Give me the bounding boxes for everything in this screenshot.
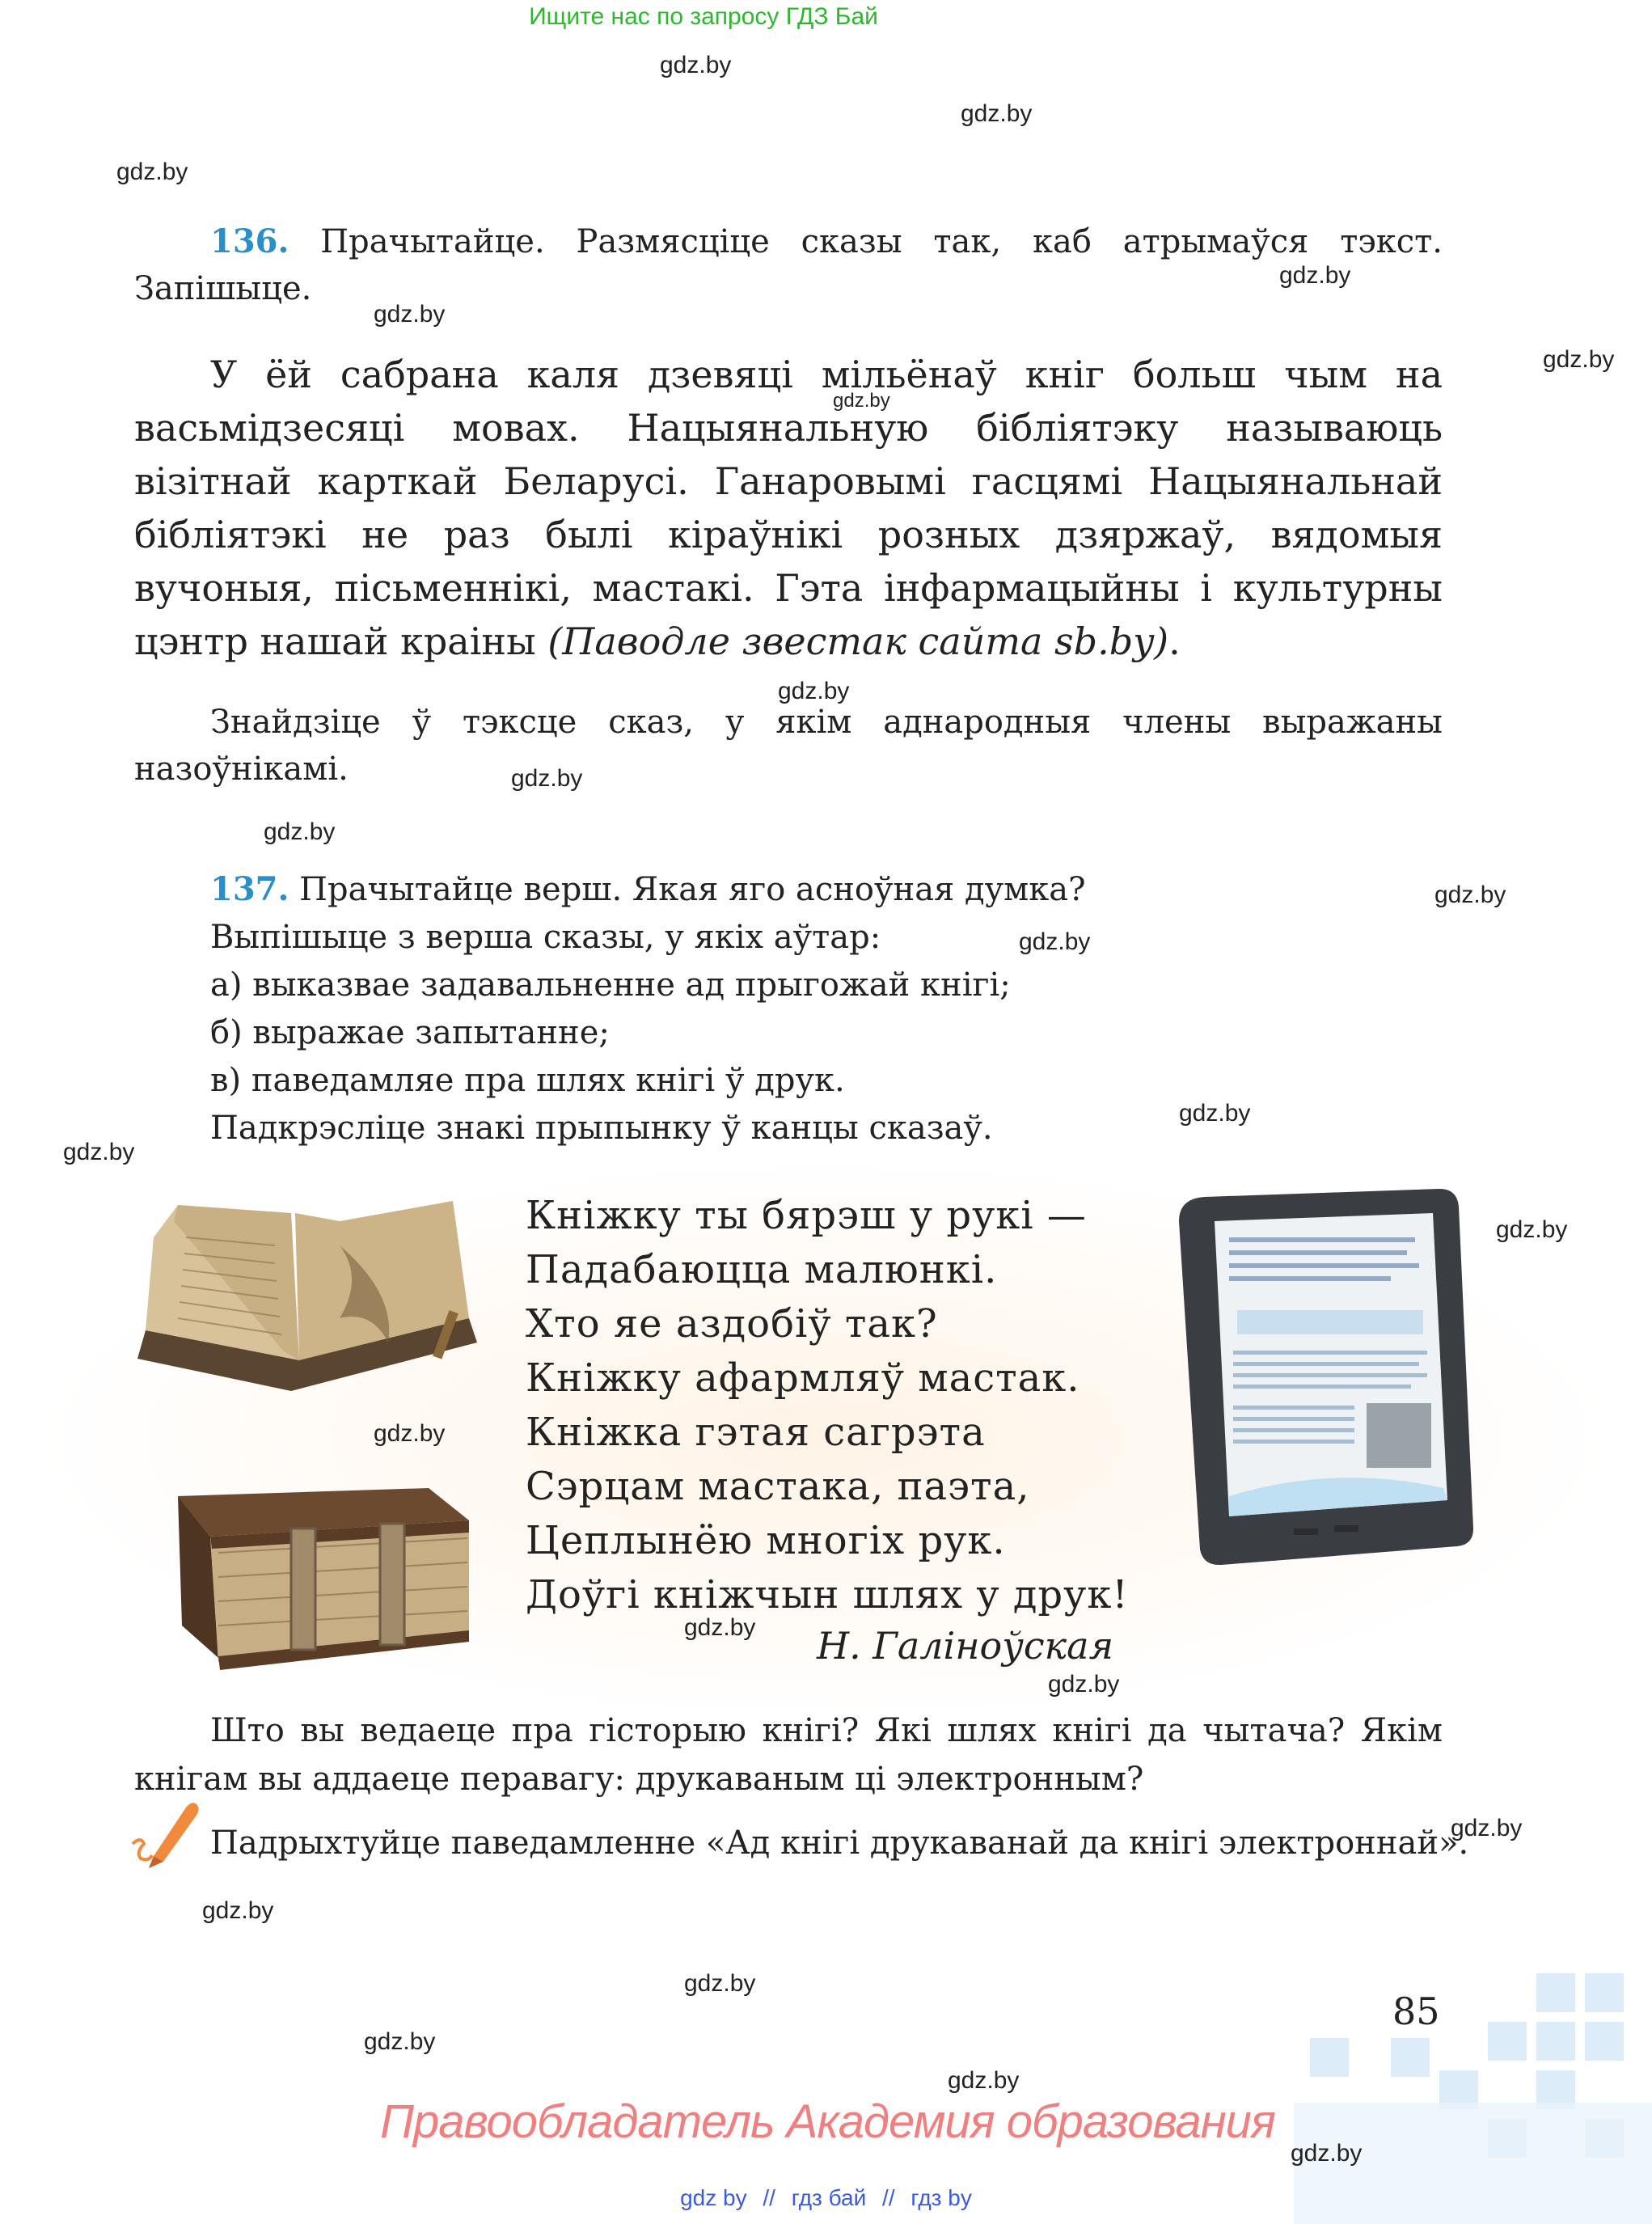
watermark: gdz.by [202,1897,274,1924]
footer-separator: // [882,2185,895,2210]
watermark: gdz.by [374,1420,446,1447]
task-137-instructions [210,865,1423,1152]
task-137-line: а) выказвае задавальненне ад прыгожай кнігі; [210,966,1011,1004]
watermark: gdz.by [1291,2140,1363,2167]
final-question-text: Што вы ведаеце пра гісторыю кнігі? Які шлях кнігі да чытача? Якім кнігам вы аддаеце перавагу: друкаваным ці электронным? [134,1712,1443,1798]
poem-line: Кніжку ты бярэш у рукі — [526,1193,1087,1238]
watermark: gdz.by [778,678,850,704]
footer-link[interactable]: гдз by [911,2185,972,2210]
final-question [134,1706,1443,1803]
watermark: gdz.by [1019,928,1091,955]
watermark: gdz.by [63,1139,135,1165]
passage-end: . [1168,619,1181,663]
watermark: gdz.by [684,1970,756,1997]
poem-line: Цеплынёю многіх рук. [526,1518,1006,1563]
poem-line: Падабаюцца малюнкі. [526,1247,998,1292]
task-137-line: б) выражае запытанне; [210,1014,610,1051]
task-136-text [134,348,1443,668]
watermark: gdz.by [1451,1815,1523,1841]
footer-link[interactable]: гдз бай [791,2185,867,2210]
rights-holder: Правообладатель Академия образования [380,2095,1275,2148]
task-137-line: в) паведамляе пра шлях кнігі ў друк. [210,1062,845,1099]
old-closed-book-image [162,1472,485,1682]
task-line-text: Прачытайце верш. Якая яго асноўная думка? [299,871,1086,908]
old-open-book-image [129,1189,485,1399]
passage-source: (Паводле звестак сайта sb.by) [547,619,1169,663]
task-137-line: Падкрэсліце знакі прыпынку ў канцы сказаў. [210,1110,993,1147]
footer-links [0,2185,1652,2211]
poem-author: Н. Галіноўская [817,1624,1114,1668]
poem-line: Хто яе аздобіў так? [526,1301,938,1347]
watermark: gdz.by [511,765,583,792]
watermark: gdz.by [948,2067,1020,2094]
watermark: gdz.by [1048,1671,1120,1698]
watermark: gdz.by [264,818,336,845]
poem-line: Доўгі кніжчын шлях у друк! [526,1572,1129,1617]
prepare-assignment: Падрыхтуйце паведамленне «Ад кнігі друкаванай да кнігі электроннай». [210,1824,1469,1862]
watermark: gdz.by [1279,262,1351,289]
watermark: gdz.by [1179,1100,1251,1127]
watermark: gdz.by [660,52,732,78]
watermark: gdz.by [961,100,1033,127]
task-137-line: Выпішыце з верша сказы, у якіх аўтар: [210,919,881,956]
footer-separator: // [763,2185,775,2210]
task-question-text: Знайдзіце ў тэксце сказ, у якім аднародныя члены выражаны назоўнікамі. [134,704,1443,788]
page-number: 85 [1392,1989,1440,2033]
watermark: gdz.by [833,390,890,412]
watermark: gdz.by [374,301,446,328]
poem-line: Кніжка гэтая сагрэта [526,1410,986,1455]
task-137-line [210,865,1423,914]
task-136-instruction [134,218,1443,312]
watermark: gdz.by [684,1614,756,1641]
task-number: 136. [210,222,289,260]
poem-line: Сэрцам мастака, паэта, [526,1464,1030,1509]
pen-icon [129,1795,202,1868]
watermark: gdz.by [116,159,188,185]
watermark: gdz.by [1434,882,1506,908]
watermark: gdz.by [364,2028,436,2055]
e-reader-image [1172,1189,1480,1569]
watermark: gdz.by [1496,1216,1568,1243]
passage-text: У ёй сабрана каля дзевяці мільёнаў кніг больш чым на васьмідзесяці мовах. Нацыянальную бібліятэку называюць візітнай карткай Беларусі. Ганаровымі гасцямі Нацыянальнай бібліятэкі не раз былі кіраўнікі розных дзяржаў, вядомыя вучоныя, пісьменнікі, мастакі. Гэта інфармацыйны і культурны цэнтр нашай краіны [134,353,1443,663]
search-note: Ищите нас по запросу ГДЗ Бай [529,3,878,30]
task-136-question [134,699,1443,793]
footer-link[interactable]: gdz by [680,2185,747,2210]
task-instruction-text: Прачытайце. Размясціце сказы так, каб атрымаўся тэкст. Запішыце. [134,223,1443,307]
decorative-tiles [1294,1957,1652,2224]
watermark: gdz.by [1543,346,1615,373]
poem [526,1189,1129,1622]
poem-line: Кніжку афармляў мастак. [526,1355,1080,1401]
task-number: 137. [210,870,289,908]
